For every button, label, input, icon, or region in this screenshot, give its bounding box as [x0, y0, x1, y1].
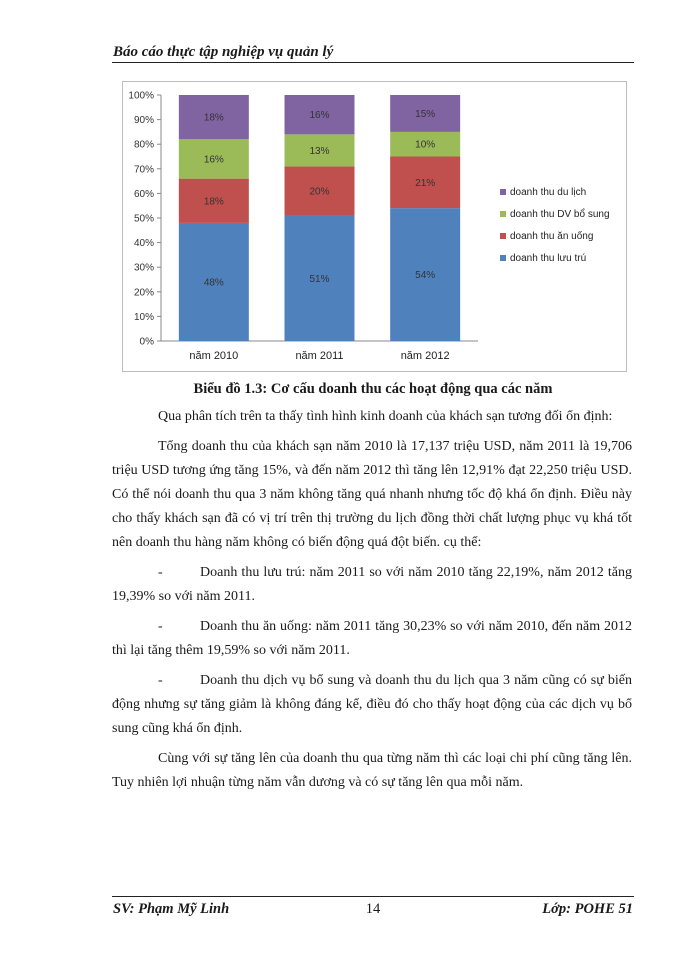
data-label: 15% [415, 108, 436, 120]
footer-divider [112, 896, 634, 897]
data-label: 16% [203, 154, 224, 166]
paragraph-total-revenue: Tổng doanh thu của khách sạn năm 2010 là 17,137 triệu USD, năm 2011 là 19,706 triệu USD tương ứng tăng 15%, và đến năm 2012 thì tăng lên 12,91% đạt 22,250 triệu USD. Có thể nói doanh thu qua 3 năm không tăng quá nhanh nhưng tốc độ khá ổn định. Điều này cho thấy khách sạn đã có vị trí trên thị trường du lịch đồng thời chất lượng phục vụ khá tốt nên doanh thu hàng năm không có biến động quá đột biến. cụ thể: [112, 439, 632, 550]
data-label: 21% [415, 177, 436, 189]
page-header-title: Báo cáo thực tập nghiệp vụ quản lý [113, 44, 334, 60]
y-tick-label: 20% [133, 287, 154, 299]
bullet-food [112, 615, 632, 663]
legend-swatch [500, 211, 506, 217]
footer-page-number: 14 [365, 901, 381, 917]
paragraph-costs: Cùng với sự tăng lên của doanh thu qua từng năm thì các loại chi phí cũng tăng lên. Tuy nhiên lợi nhuận từng năm vẫn dương và có sự tăng lên qua mỗi năm. [112, 751, 632, 790]
legend-label: doanh thu du lịch [510, 187, 587, 198]
chart-caption: Biểu đồ 1.3: Cơ cấu doanh thu các hoạt động qua các năm [193, 381, 553, 397]
data-label: 10% [415, 139, 436, 151]
legend-label: doanh thu DV bổ sung [510, 209, 610, 220]
y-tick-label: 10% [133, 311, 154, 323]
footer-student: SV: Phạm Mỹ Linh [113, 901, 230, 917]
y-tick-label: 40% [133, 238, 154, 250]
y-tick-label: 0% [139, 336, 154, 348]
legend-swatch [500, 189, 506, 195]
bullet-accommodation [112, 561, 632, 609]
bullet-mark: - [158, 619, 163, 634]
bullet-mark: - [158, 565, 163, 580]
data-label: 54% [415, 270, 436, 282]
bullet-services-text: Doanh thu dịch vụ bổ sung và doanh thu du lịch qua 3 năm cũng có sự biến động nhưng sự tăng giảm là không đáng kể, điều đó cho thấy hoạt động của các dịch vụ bổ sung cũng khá ổn định. [112, 673, 632, 736]
chart-canvas [123, 82, 626, 371]
y-tick-label: 60% [133, 188, 154, 200]
data-label: 20% [309, 186, 330, 198]
header-divider [112, 62, 634, 63]
legend-label: doanh thu ăn uống [510, 231, 594, 242]
data-label: 48% [203, 277, 224, 289]
x-tick-label: năm 2011 [295, 350, 344, 362]
x-tick-label: năm 2010 [189, 350, 239, 362]
legend-swatch [500, 255, 506, 261]
data-label: 18% [203, 196, 224, 208]
bullet-services [112, 669, 632, 741]
revenue-structure-chart [122, 81, 627, 372]
footer-class: Lớp: POHE 51 [542, 901, 633, 917]
y-tick-label: 50% [133, 213, 154, 225]
y-tick-label: 90% [133, 115, 154, 127]
data-label: 51% [309, 273, 330, 285]
data-label: 13% [309, 145, 330, 157]
y-tick-label: 30% [133, 262, 154, 274]
y-tick-label: 100% [128, 90, 154, 102]
bullet-mark: - [158, 673, 163, 688]
legend-label: doanh thu lưu trú [510, 253, 587, 264]
bullet-food-text: Doanh thu ăn uống: năm 2011 tăng 30,23% so với năm 2010, đến năm 2012 thì lại tăng thêm 19,59% so với năm 2011. [112, 619, 632, 658]
legend-swatch [500, 233, 506, 239]
bullet-accommodation-text: Doanh thu lưu trú: năm 2011 so với năm 2010 tăng 22,19%, năm 2012 tăng 19,39% so với năm 2011. [112, 565, 632, 604]
y-tick-label: 80% [133, 139, 154, 151]
data-label: 16% [309, 110, 330, 122]
page-footer [113, 901, 633, 921]
data-label: 18% [203, 112, 224, 124]
body-text [112, 405, 632, 801]
x-tick-label: năm 2012 [400, 350, 450, 362]
paragraph-intro: Qua phân tích trên ta thấy tình hình kinh doanh của khách sạn tương đối ổn định: [158, 409, 613, 424]
y-tick-label: 70% [133, 164, 154, 176]
